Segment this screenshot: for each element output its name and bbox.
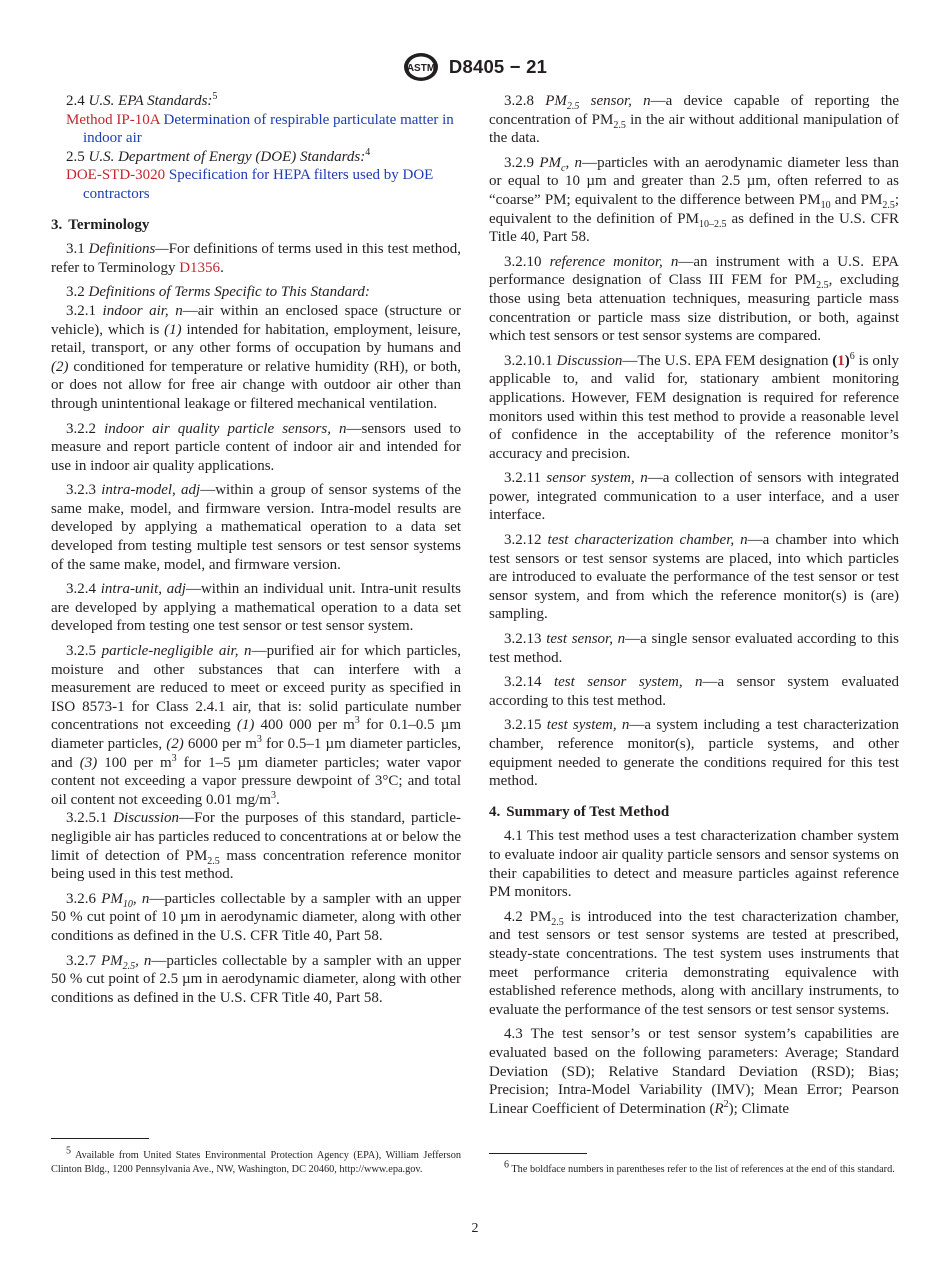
reference-title-link[interactable]: Determination of respirable particulate matter in indoor air (83, 111, 454, 147)
left-column (51, 92, 461, 1013)
para-3-2-5: 3.2.5 particle-negligible air, n—purified air for which particles, moisture and other substances that can interfere with a measurement are reduced to meet or exceed purity as specified in ISO 8573-1 for Class 2.4.1 air, that is: solid particulate number concentrations not exceeding (1) 400 000 per $m^3$ for 0.1–0.5 µm diameter particles, (2) 6000 per $m^3$ for 0.5–1 µm diameter particles, and (3) 100 per $m^3$ for 1–5 µm diameter particles; water vapor content not exceeding a vapor pressure dewpoint of 3°C; and total oil content not exceeding 0.01 $mg/m^3$. (51, 643, 462, 808)
svg-text:ASTM: ASTM (406, 63, 436, 74)
para-3-2-9: 3.2.9 $PM_c$, n—particles with an aerodynamic diameter less than or equal to 10 µm and greater than 2.5 µm, often referred to as “coarse” PM; equivalent to the difference between $PM_{10}$ and $PM_{2.5}$; equivalent to the definition of $PM_{10-2.5}$ as defined in the U.S. CFR Title 40, Part 58. (489, 154, 900, 246)
section-4-heading: 4. Summary of Test Method (489, 803, 670, 820)
para-3-2-7: 3.2.7 $PM_{2.5}$, n—particles collectable by a sampler with an upper 50 % cut point of 2.5 µm in aerodynamic diameter, along with other conditions as defined in the U.S. CFR Title 40, Part 58. (51, 952, 462, 1006)
d1356-link[interactable]: D1356 (179, 259, 221, 276)
para-3-2-15: 3.2.15 test system, n—a system including a test characterization chamber, reference monitor(s), particle systems, and other equipment needed to generate the conditions required for this test method. (489, 717, 900, 790)
reference-1-link[interactable]: 1 (837, 352, 845, 369)
footnote-rule (51, 1138, 149, 1139)
footnote-rule (489, 1153, 587, 1154)
para-3-2-5-1: 3.2.5.1 Discussion—For the purposes of this standard, particle-negligible air has particles reduced to concentrations at or below the limit of detection of $PM_{2.5}$ mass concentration reference monitor being used in this test method. (51, 810, 462, 883)
reference-title-link[interactable]: Specification for HEPA filters used by DOE contractors (83, 167, 434, 202)
para-4-1: 4.1 This test method uses a test characterization chamber system to evaluate indoor air quality particle sensors and sensor systems on their capabilities to detect and measure particles against reference PM monitors. (489, 828, 899, 901)
para-3-2-6: 3.2.6 $PM_{10}$, n—particles collectable by a sampler with an upper 50 % cut point of 10 µm in aerodynamic diameter, along with other conditions as defined in the U.S. CFR Title 40, Part 58. (51, 890, 462, 944)
reference-code-link[interactable]: Method IP-10A (66, 111, 160, 128)
para-3-2-3: 3.2.3 intra-model, adj—within a group of sensor systems of the same make, model, and firmware version. Intra-model results are developed by applying a mathematical operation to a data set developed from testing multiple test sensors or test sensor systems of the same make, model, and firmware version. (51, 482, 461, 573)
document-id: D8405 − 21 (448, 56, 548, 77)
para-3-2-10-1: 3.2.10.1 Discussion—The U.S. EPA FEM designation $(1)^6$ is only applicable to, and valid for, stationary ambient monitoring applications. However, FEM designation is required for reference monitors used within this test method to provide a reasonable level of confidence in the acceptability of the reference monitor’s accuracy and precision. (489, 350, 899, 462)
astm-logo-icon (403, 52, 439, 82)
para-3-2: 3.2 Definitions of Terms Specific to This Standard: (66, 284, 370, 301)
para-3-2-14: 3.2.14 test sensor system, n—a sensor system evaluated according to this test method. (489, 674, 900, 709)
reference-epa-ip10a[interactable] (51, 111, 461, 148)
page-number: 2 (471, 1221, 479, 1236)
para-3-2-4: 3.2.4 intra-unit, adj—within an individual unit. Intra-unit results are developed by applying a mathematical operation to a data set developed from testing one test sensor or test sensor system. (51, 581, 461, 635)
para-3-2-2: 3.2.2 indoor air quality particle sensors, n—sensors used to measure and report particle content of indoor air and intended for use in indoor air quality applications. (51, 420, 462, 474)
footnote-6: $^6$ The boldface numbers in parentheses refer to the list of references at the end of this standard. (504, 1159, 895, 1175)
footnote-5: $^5$ Available from United States Environmental Protection Agency (EPA), William Jefferson Clinton Bldg., 1200 Pennsylvania Ave., NW, Washington, DC 20460, http://www.epa.gov. (51, 1145, 461, 1175)
para-3-2-8: 3.2.8 $PM_{2.5}$ sensor, n—a device capable of reporting the concentration of $PM_{2.5}$ in the air without additional manipulation of the data. (489, 93, 900, 147)
page-header (0, 52, 950, 82)
reference-code-link[interactable]: DOE-STD-3020 (66, 167, 166, 184)
section-3-heading: 3. Terminology (51, 216, 150, 233)
reference-doe-std-3020[interactable] (51, 166, 461, 203)
right-column (489, 92, 899, 1124)
para-3-2-13: 3.2.13 test sensor, n—a single sensor evaluated according to this test method. (489, 631, 899, 666)
section-2-4: 2.4 U.S. EPA Standards:$^5$ (66, 91, 218, 109)
para-4-3: 4.3 The test sensor’s or test sensor system’s capabilities are evaluated based on the following parameters: Average; Standard Deviation (SD); Relative Standard Deviation (RSD); Bias; Precision; Intra-Model Variability (IMV); Mean Error; Pearson Linear Coefficient of Determination $(R^2)$; Climate (489, 1026, 899, 1117)
para-3-2-1: 3.2.1 indoor air, n—air within an enclosed space (structure or vehicle), which is (1) intended for habitation, employment, leisure, retail, transport, or any other forms of occupation by humans and (2) conditioned for temperature or relative humidity (RH), or both, or does not allow for free air change with outdoor air other than through unintentional leakage or filtered mechanical ventilation. (51, 302, 462, 412)
para-3-1: 3.1 Definitions—For definitions of terms used in this test method, refer to Terminology D1356. (51, 241, 461, 276)
para-3-2-12: 3.2.12 test characterization chamber, n—a chamber into which test sensors or test sensor systems are placed, into which particles are introduced to evaluate the performance of the test sensor or test sensor system, and from which the reference monitor(s) is (are) sampling. (489, 532, 900, 623)
para-4-2: 4.2 $PM_{2.5}$ is introduced into the test characterization chamber, and test sensors or test sensor systems are tested at prescribed, steady-state concentrations. The test system uses instruments that meet performance criteria demonstrating equivalence with established reference methods, along with ancillary instruments, to evaluate the performance of the test sensors or test sensor systems. (489, 908, 899, 1018)
para-3-2-10: 3.2.10 reference monitor, n—an instrument with a U.S. EPA performance designation of Class III FEM for $PM_{2.5}$, excluding those using beta attenuation techniques, measuring particle mass concentration or particle mass size distribution, or both, against which test sensors or test sensor systems are compared. (489, 253, 899, 345)
para-3-2-11: 3.2.11 sensor system, n—a collection of sensors with integrated power, integrated communication to a user interface, and a user interface. (489, 470, 899, 524)
section-2-5: 2.5 U.S. Department of Energy (DOE) Standards:$^4$ (66, 146, 371, 165)
